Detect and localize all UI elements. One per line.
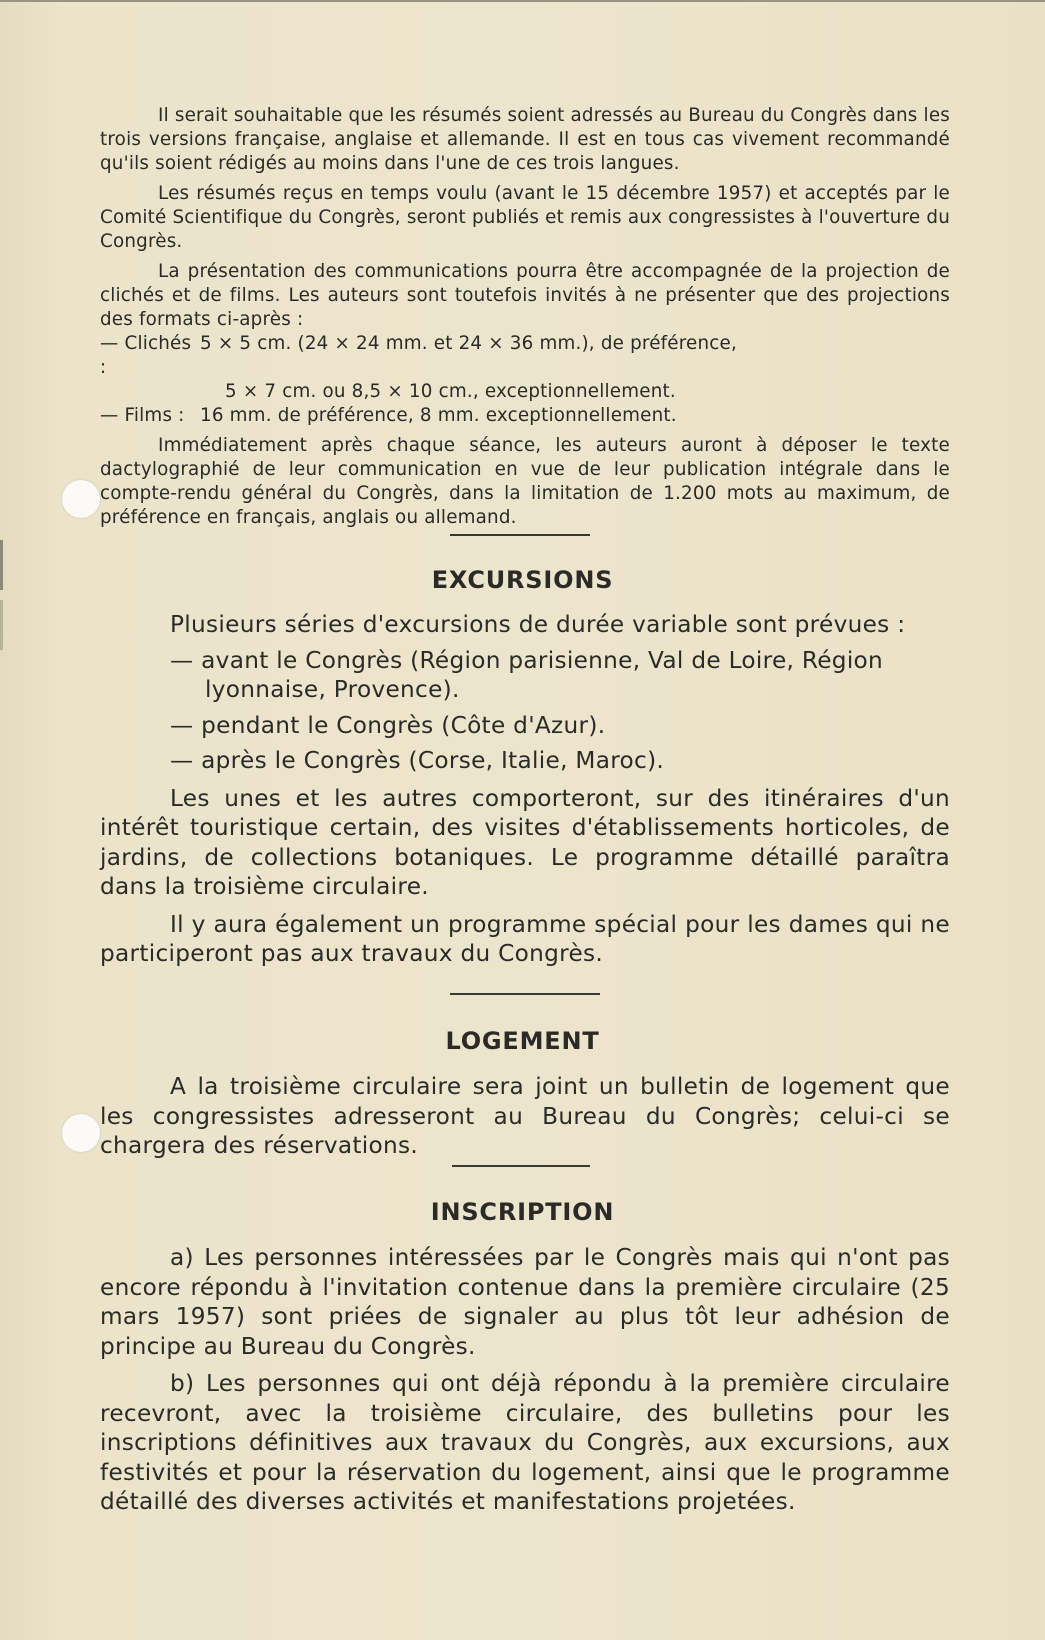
excursions-paragraph-2: Il y aura également un programme spécial pour les dames qui ne participeront pas aux travaux du Congrès.: [100, 910, 950, 967]
films-formats: 16 mm. de préférence, 8 mm. exceptionnellement.: [200, 405, 677, 426]
excursions-section: [100, 610, 950, 969]
intro-paragraph-3: La présentation des communications pourra être accompagnée de la projection de clichés et de films. Les auteurs sont toutefois invités à ne présenter que des projections des formats ci-après :: [100, 261, 950, 330]
inscription-paragraph-b: b) Les personnes qui ont déjà répondu à la première circulaire recevront, avec la troisième circulaire, des bulletins pour les inscriptions définitives aux travaux du Congrès, aux excursions, aux festivités et pour la réservation du logement, ainsi que le programme détaillé des diverses activités et manifestations projetées.: [100, 1370, 950, 1515]
logement-paragraph: A la troisième circulaire sera joint un bulletin de logement que les congressistes adresseront au Bureau du Congrès; celui-ci se chargera des réservations.: [100, 1073, 950, 1159]
punch-hole-icon: [62, 1114, 100, 1152]
logement-section: [100, 1072, 950, 1161]
section-divider: [450, 534, 590, 536]
intro-paragraph-4: Immédiatement après chaque séance, les auteurs auront à déposer le texte dactylographié de leur communication en vue de leur publication intégrale dans le compte-rendu général du Congrès, dans la limitation de 1.200 mots au maximum, de préférence en français, anglais ou allemand.: [100, 435, 950, 528]
intro-paragraph-2: Les résumés reçus en temps voulu (avant le 15 décembre 1957) et acceptés par le Comité Scientifique du Congrès, seront publiés et remis aux congressistes à l'ouverture du Congrès.: [100, 183, 950, 252]
films-label: — Films :: [100, 405, 185, 426]
excursion-item: — après le Congrès (Corse, Italie, Maroc).: [170, 747, 665, 774]
cliches-formats: 5 × 5 cm. (24 × 24 mm. et 24 × 36 mm.), de préférence,: [200, 333, 737, 354]
excursions-paragraph-1: Les unes et les autres comporteront, sur des itinéraires d'un intérêt touristique certain, des visites d'établissements horticoles, de jardins, de collections botaniques. Le programme détaillé paraîtra dans la troisième circulaire.: [100, 784, 950, 900]
excursion-item: — pendant le Congrès (Côte d'Azur).: [170, 711, 606, 739]
cliches-line-2: [100, 380, 950, 404]
inscription-section: [100, 1243, 950, 1517]
inscription-heading: INSCRIPTION: [430, 1198, 615, 1226]
section-divider: [450, 993, 600, 995]
intro-paragraph-1: Il serait souhaitable que les résumés soient adressés au Bureau du Congrès dans les trois versions française, anglaise et allemande. Il est en tous cas vivement recommandé qu'ils soient rédigés au moins dans l'une de ces trois langues.: [100, 105, 950, 174]
cliches-line: [100, 332, 950, 380]
logement-heading: LOGEMENT: [445, 1027, 600, 1055]
films-line: [100, 404, 950, 428]
excursions-heading: EXCURSIONS: [431, 566, 614, 594]
inscription-paragraph-a: a) Les personnes intéressées par le Congrès mais qui n'ont pas encore répondu à l'invitation contenue dans la première circulaire (25 mars 1957) sont priées de signaler au plus tôt leur adhésion de principe au Bureau du Congrès.: [100, 1244, 950, 1360]
intro-section: [100, 104, 950, 530]
punch-hole-icon: [62, 480, 100, 518]
excursion-item: — avant le Congrès (Région parisienne, Val de Loire, Région: [170, 646, 884, 674]
excursions-lead: Plusieurs séries d'excursions de durée variable sont prévues :: [170, 611, 906, 638]
excursion-item-cont: lyonnaise, Provence).: [205, 676, 460, 703]
cliches-formats-2: 5 × 7 cm. ou 8,5 × 10 cm., exceptionnellement.: [225, 381, 676, 402]
page-edge-mark: [0, 600, 3, 650]
cliches-label: — Clichés :: [100, 333, 192, 378]
top-edge-line: [0, 0, 1045, 2]
section-divider: [452, 1165, 590, 1167]
